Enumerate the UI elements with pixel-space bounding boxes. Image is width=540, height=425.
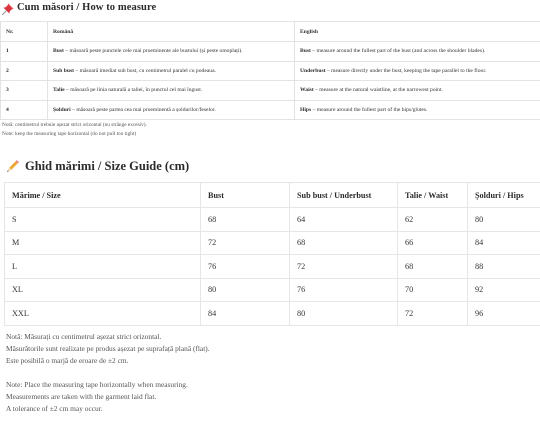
bust-cell: 84 <box>201 302 290 326</box>
size-cell: L <box>5 255 201 279</box>
romanian-description: Sub bust – măsoară imediat sub bust, cu centimetrul paralel cu podeaua. <box>48 61 295 81</box>
bust-cell: 72 <box>201 231 290 255</box>
size-section-title: Ghid mărimi / Size Guide (cm) <box>25 158 190 173</box>
underbust-cell: 68 <box>290 231 398 255</box>
size-note-ro-3: Este posibilă o marjă de eroare de ±2 cm. <box>6 356 129 365</box>
how-to-measure-table <box>0 21 540 120</box>
table-row <box>5 255 540 279</box>
size-note-en-1: Note: Place the measuring tape horizontally when measuring. <box>6 380 188 389</box>
measure-section-title: Cum măsori / How to measure <box>17 2 157 13</box>
size-note-ro-2: Măsurătorile sunt realizate pe produs așezat pe suprafață plană (flat). <box>6 344 210 353</box>
column-header-underbust: Sub bust / Underbust <box>290 183 398 208</box>
romanian-description: Bust – măsoară peste punctele cele mai proeminente ale bustului (și peste omoplați). <box>48 42 295 62</box>
measure-note-ro: Notă: centimetrul trebuie așezat strict orizontal (nu strânge excesiv). <box>2 122 147 128</box>
row-number: 3 <box>1 81 48 101</box>
table-row <box>5 278 540 302</box>
column-header-english: English <box>295 22 540 42</box>
measure-note-en: Note: keep the measuring tape horizontal (do not pull too tight) <box>2 131 137 137</box>
table-header-row <box>5 183 540 208</box>
hips-cell: 88 <box>468 255 540 279</box>
table-row <box>1 100 540 120</box>
size-cell: XL <box>5 278 201 302</box>
table-header-row <box>1 22 540 42</box>
underbust-cell: 80 <box>290 302 398 326</box>
romanian-description: Șolduri – măsoară peste partea cea mai proeminentă a șoldurilor/feselor. <box>48 100 295 120</box>
english-description: Waist – measure at the natural waistline, at the narrowest point. <box>295 81 540 101</box>
bust-cell: 80 <box>201 278 290 302</box>
size-note-ro-1: Notă: Măsurați cu centimetrul așezat strict orizontal. <box>6 332 162 341</box>
hips-cell: 92 <box>468 278 540 302</box>
column-header-waist: Talie / Waist <box>398 183 468 208</box>
column-header-nr: Nr. <box>1 22 48 42</box>
underbust-cell: 72 <box>290 255 398 279</box>
table-row <box>5 208 540 232</box>
pushpin-icon <box>2 2 14 14</box>
waist-cell: 72 <box>398 302 468 326</box>
hips-cell: 96 <box>468 302 540 326</box>
table-row <box>1 61 540 81</box>
row-number: 1 <box>1 42 48 62</box>
pencil-icon <box>6 159 20 173</box>
row-number: 2 <box>1 61 48 81</box>
english-description: Hips – measure around the fullest part of the hips/glutes. <box>295 100 540 120</box>
table-row <box>1 81 540 101</box>
hips-cell: 80 <box>468 208 540 232</box>
table-row <box>5 302 540 326</box>
measure-section-header <box>2 1 156 14</box>
waist-cell: 68 <box>398 255 468 279</box>
size-note-en-2: Measurements are taken with the garment laid flat. <box>6 392 157 401</box>
hips-cell: 84 <box>468 231 540 255</box>
size-guide-table <box>4 182 540 326</box>
romanian-description: Talie – măsoară pe linia naturală a taliei, în punctul cel mai îngust. <box>48 81 295 101</box>
english-description: Underbust – measure directly under the bust, keeping the tape parallel to the floor. <box>295 61 540 81</box>
size-cell: S <box>5 208 201 232</box>
size-cell: XXL <box>5 302 201 326</box>
underbust-cell: 76 <box>290 278 398 302</box>
bust-cell: 76 <box>201 255 290 279</box>
column-header-romana: Română <box>48 22 295 42</box>
column-header-bust: Bust <box>201 183 290 208</box>
size-note-en-3: A tolerance of ±2 cm may occur. <box>6 404 103 413</box>
table-row <box>5 231 540 255</box>
column-header-hips: Șolduri / Hips <box>468 183 540 208</box>
size-section-header <box>6 158 189 174</box>
waist-cell: 70 <box>398 278 468 302</box>
row-number: 4 <box>1 100 48 120</box>
waist-cell: 62 <box>398 208 468 232</box>
english-description: Bust – measure around the fullest part of the bust (and across the shoulder blades). <box>295 42 540 62</box>
waist-cell: 66 <box>398 231 468 255</box>
size-cell: M <box>5 231 201 255</box>
column-header-size: Mărime / Size <box>5 183 201 208</box>
underbust-cell: 64 <box>290 208 398 232</box>
bust-cell: 68 <box>201 208 290 232</box>
table-row <box>1 42 540 62</box>
